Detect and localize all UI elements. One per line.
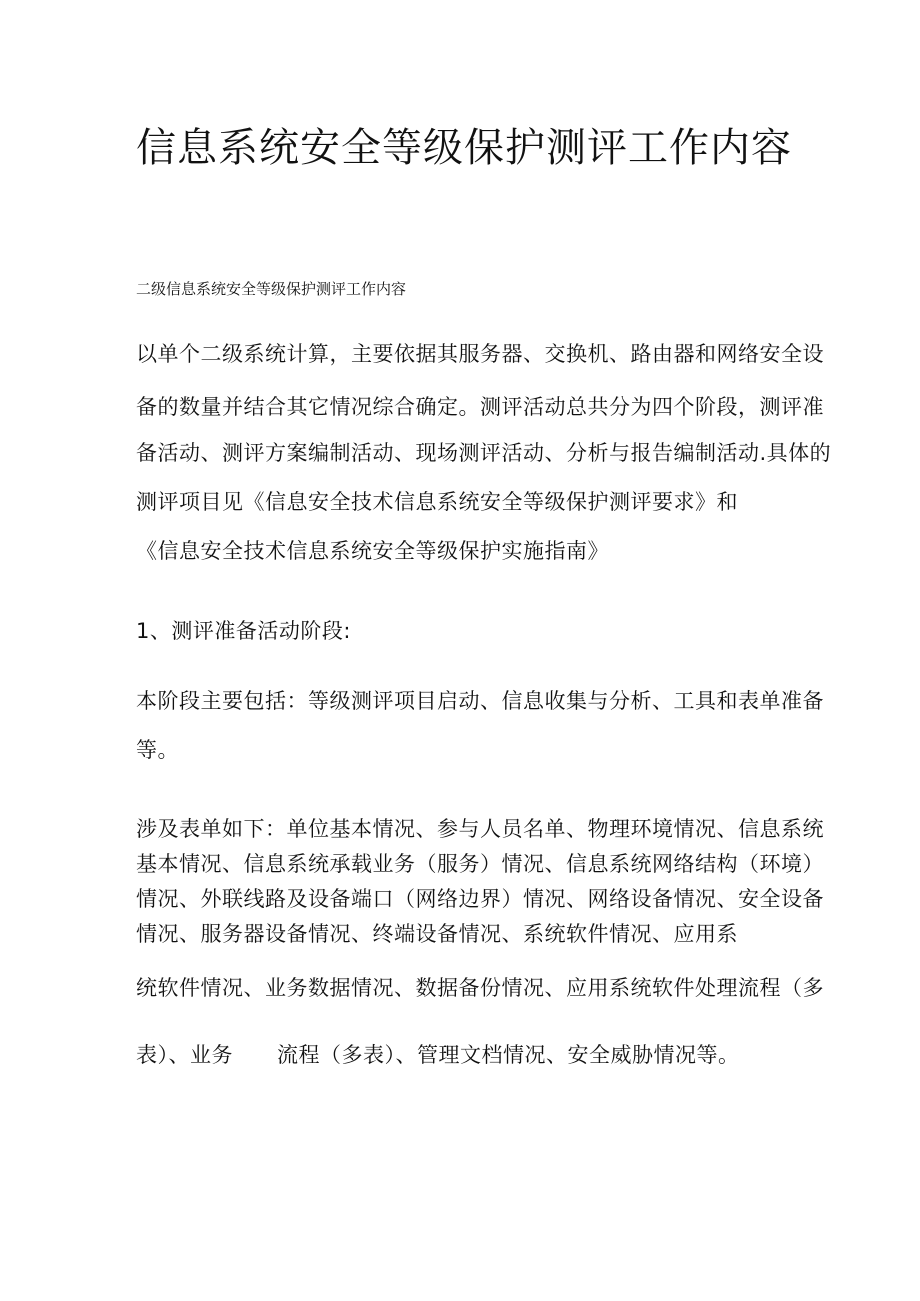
forms-line-6-part-1: 表）、业务 [136, 1043, 233, 1067]
forms-line-4: 情况、服务器设备情况、终端设备情况、系统软件情况、应用系 [136, 922, 738, 946]
document-subtitle: 二级信息系统安全等级保护测评工作内容 [136, 280, 407, 298]
intro-line-5: 《信息安全技术信息系统安全等级保护实施指南》 [136, 539, 609, 563]
forms-line-6-part-2: 流程（多表）、管理文档情况、安全威胁情况等。 [277, 1043, 740, 1067]
stage-line-1: 本阶段主要包括：等级测评项目启动、信息收集与分析、工具和表单准备 [136, 689, 824, 713]
intro-line-4: 测评项目见《信息安全技术信息系统安全等级保护测评要求》和 [136, 490, 738, 514]
stage-line-2: 等。 [136, 738, 179, 762]
forms-line-1: 涉及表单如下：单位基本情况、参与人员名单、物理环境情况、信息系统 [136, 817, 824, 841]
forms-line-6 [136, 1040, 740, 1070]
section-1-heading: 1、测评准备活动阶段: [136, 619, 351, 643]
document-title: 信息系统安全等级保护测评工作内容 [136, 125, 792, 171]
forms-line-2: 基本情况、信息系统承载业务（服务）情况、信息系统网络结构（环境） [136, 852, 824, 876]
intro-line-1: 以单个二级系统计算，主要依据其服务器、交换机、路由器和网络安全设 [136, 342, 824, 366]
forms-line-3: 情况、外联线路及设备端口（网络边界）情况、网络设备情况、安全设备 [136, 887, 824, 911]
forms-line-5: 统软件情况、业务数据情况、数据备份情况、应用系统软件处理流程（多 [136, 976, 824, 1000]
intro-line-2: 备的数量并结合其它情况综合确定。测评活动总共分为四个阶段，测评准 [136, 395, 824, 419]
intro-line-3: 备活动、测评方案编制活动、现场测评活动、分析与报告编制活动.具体的 [136, 441, 832, 465]
